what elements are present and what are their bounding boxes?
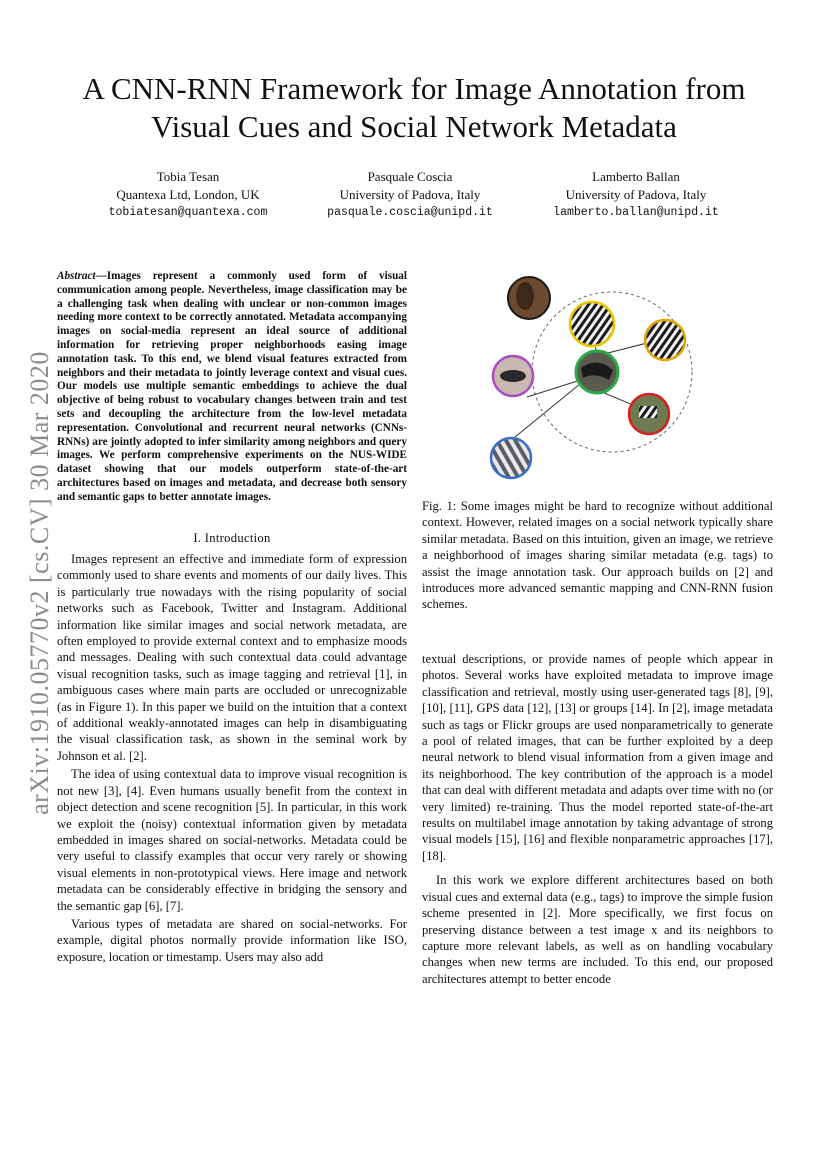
right-column-body	[422, 651, 773, 987]
author-name: Lamberto Ballan	[592, 169, 680, 184]
neighbor-horse-image	[508, 277, 550, 319]
author-affiliation: Quantexa Ltd, London, UK	[116, 187, 260, 202]
abstract-text: —Images represent a commonly used form of visual communication among people. Nevertheless, image classification may be a challenging task when dealing with unclear or non-common images needing more context to be correctly annotated. Metadata accompanying images on social-media represent an ideal source of additional information for retrieving proper neighborhoods easing image annotation task. To this end, we blend visual features extracted from neighbors and their metadata to jointly leverage context and visual cues. Our models use multiple semantic embeddings to achieve the dual objective of being robust to vocabulary changes between train and test sets and decoupling the architecture from the low-level metadata representation. Convolutional and recurrent neural networks (CNNs-RNNs) are jointly adopted to infer similarity among neighbors and query images. We perform comprehensive experiments on the NUS-WIDE dataset showing that our models outperform state-of-the-art architectures based on images and metadata, and decrease both sensory and semantic gaps to better annotate images.	[57, 270, 407, 503]
paragraph: The idea of using contextual data to improve visual recognition is not new [3], [4]. Even humans usually benefit from the context in object detection and scene recognition [5]. In particular, in this work we exploit the (noisy) contextual information given by metadata embedded in images shared on social-networks. Metadata could be very useful to classify examples that occur very rarely or showing visual elements in non-prototypical views. Here image and network metadata can be considerably effective in bridging the sensory and the semantic gap [6], [7].	[57, 767, 407, 913]
author-affiliation: University of Padova, Italy	[565, 187, 707, 202]
author-name: Pasquale Coscia	[367, 169, 453, 184]
author-affiliation: University of Padova, Italy	[339, 187, 481, 202]
query-image	[576, 351, 618, 393]
neighbor-zebra-image	[570, 302, 614, 346]
neighbor-zebra-image	[629, 394, 669, 434]
author-email: tobiatesan@quantexa.com	[108, 206, 268, 219]
paragraph: In this work we explore different architectures based on both visual cues and external data (e.g., tags) to improve the simple fusion scheme presented in [2]. More specifically, we first focus on preserving distance between a test image x and its neighbors to capture more relevant labels, as well as on handling vocabulary changes when new terms are included. To this end, our proposed architectures attempt to better encode	[422, 873, 773, 986]
abstract	[57, 270, 407, 505]
caption-text: Fig. 1: Some images might be hard to recognize without additional context. However, related images on a social network typically share similar metadata. Based on this intuition, given an image, we retrieve a neighborhood of images sharing similar metadata (e.g. tags) to assist the image annotation task. Our approach builds on [2] and introduces more advanced semantic mapping and CNN-RNN fusion schemes.	[422, 499, 773, 612]
paragraph: textual descriptions, or provide names of people which appear in photos. Several works have exploited metadata to improve image classification and retrieval, mostly using user-generated tags [8], [9], [10], [11], GPS data [12], [13] or groups [14]. In [2], image metadata such as tags or Flickr groups are used nonparametrically to generate a pool of related images, that can be further exploited by a deep neural network to blend visual information from a given image and its neighborhood. The key contribution of the approach is a model that can deal with different metadata and adapts over time with no (or very limited) re-training. Thus the model reported state-of-the-art results on multilabel image annotation by taking advantage of strong visual models [15], [16] and flexible nonparametric approaches [17], [18].	[422, 652, 773, 863]
author-3	[521, 168, 751, 222]
arxiv-identifier: arXiv:1910.05770v2 [cs.CV] 30 Mar 2020	[25, 351, 54, 815]
paragraph: Various types of metadata are shared on social-networks. For example, digital photos normally provide information like ISO, exposure, location or timestamp. Users may also add	[57, 916, 407, 964]
neighbor-zebra-image	[645, 320, 685, 360]
abstract-label: Abstract	[57, 270, 96, 282]
figure-1-neighborhood-graph	[485, 272, 715, 494]
neighbor-eye-image	[493, 356, 533, 396]
section-heading: I. Introduction	[193, 531, 271, 545]
paper-title: A CNN-RNN Framework for Image Annotation from Visual Cues and Social Network Metadata	[82, 71, 746, 144]
paragraph: Images represent an effective and immediate form of expression commonly used to share events and moments of our daily lives. This is particularly true nowadays with the rising popularity of social networks such as Facebook, Twitter and Instagram. Additional information like similar images and social network metadata, are often employed to provide external context and to emphasize moods and messages. Dealing with such contextual data could advantage visual recognition tasks, such as image tagging and retrieval [1], in ambiguous cases where main parts are occluded or unrecognizable (as in Figure 1). In this paper we build on the intuition that a context of additional weakly-annotated images can help in disambiguating the visual classification task, as shown in the seminal work by Johnson et al. [2].	[57, 552, 407, 763]
author-1	[73, 168, 303, 222]
neighbor-crosswalk-image	[491, 438, 531, 478]
author-email: lamberto.ballan@unipd.it	[553, 206, 719, 219]
author-email: pasquale.coscia@unipd.it	[327, 206, 493, 219]
author-2	[295, 168, 525, 222]
author-name: Tobia Tesan	[156, 169, 220, 184]
left-column-body	[57, 551, 407, 965]
figure-caption	[422, 498, 773, 613]
